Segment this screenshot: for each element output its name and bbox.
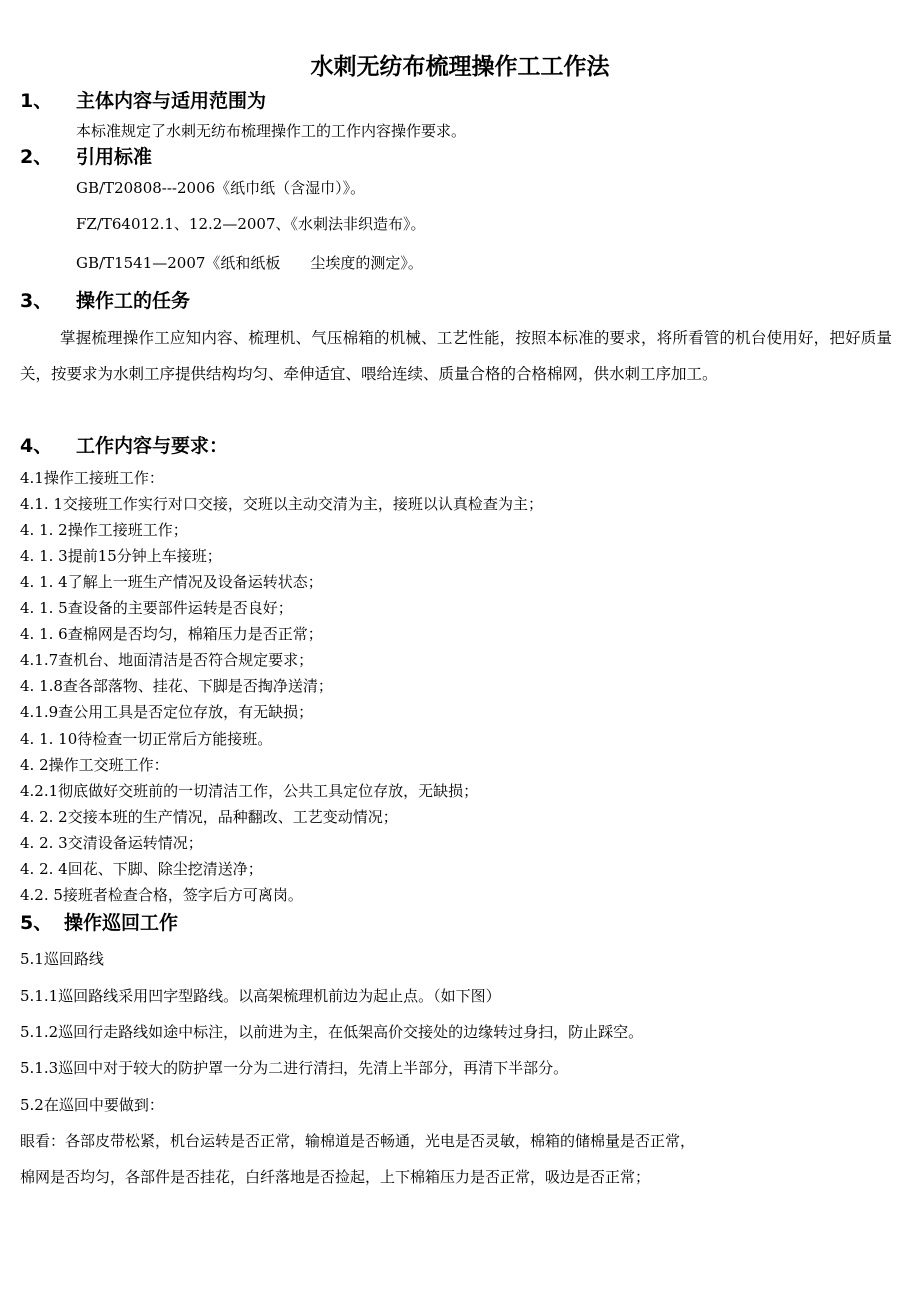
section-number: 5、 (20, 912, 53, 934)
section-4-heading (20, 432, 228, 460)
section-title: 操作巡回工作 (64, 912, 179, 934)
list-item: 4. 1. 2操作工接班工作； (20, 521, 188, 539)
list-item: 5.1巡回路线 (20, 950, 104, 968)
list-item: 4. 1. 6查棉网是否均匀，棉箱压力是否正常； (20, 625, 323, 643)
list-item: 4. 1. 3提前15分钟上车接班； (20, 547, 222, 565)
list-item: 5.2在巡回中要做到： (20, 1096, 164, 1114)
section-number: 2、 (20, 146, 53, 168)
list-item: 4. 1. 10待检查一切正常后方能接班。 (20, 730, 273, 748)
list-item: 眼看：各部皮带松紧，机台运转是否正常，输棉道是否畅通，光电是否灵敏，棉箱的储棉量是否正常， (20, 1132, 696, 1150)
list-item: 4. 2. 3交清设备运转情况； (20, 834, 203, 852)
section-number: 4、 (20, 435, 53, 457)
section-2-heading (20, 143, 152, 171)
list-item: 4. 1.8查各部落物、挂花、下脚是否掏净送清； (20, 677, 333, 695)
list-item: 4. 1. 4了解上一班生产情况及设备运转状态； (20, 573, 323, 591)
section-title: 主体内容与适用范围为 (76, 90, 267, 112)
document-title: 水刺无纺布梳理操作工工作法 (310, 54, 610, 80)
list-item: 5.1.3巡回中对于较大的防护罩一分为二进行清扫，先清上半部分，再清下半部分。 (20, 1059, 569, 1077)
list-item: 4. 1. 5查设备的主要部件运转是否良好； (20, 599, 293, 617)
list-item: 5.1.2巡回行走路线如途中标注，以前进为主，在低架高价交接处的边缘转过身扫，防止踩空。 (20, 1023, 644, 1041)
reference-item: GB/T20808---2006《纸巾纸（含湿巾）》。 (76, 179, 366, 197)
list-item: 4.1. 1交接班工作实行对口交接，交班以主动交清为主，接班以认真检查为主； (20, 495, 543, 513)
list-item: 4. 2. 4回花、下脚、除尘挖清送净； (20, 860, 263, 878)
section-number: 1、 (20, 90, 53, 112)
reference-item: FZ/T64012.1、12.2—2007、《水刺法非织造布》。 (76, 215, 426, 233)
section-title: 引用标准 (76, 146, 153, 168)
section-title: 操作工的任务 (76, 290, 191, 312)
list-item: 4. 2操作工交班工作： (20, 756, 169, 774)
list-item: 4.2.1彻底做好交班前的一切清洁工作，公共工具定位存放，无缺损； (20, 782, 479, 800)
list-item: 4.1操作工接班工作： (20, 469, 164, 487)
section-title: 工作内容与要求： (76, 435, 229, 457)
list-item: 棉网是否均匀，各部件是否挂花，白纤落地是否捡起，上下棉箱压力是否正常，吸边是否正常； (20, 1168, 651, 1186)
section-3-heading (20, 287, 190, 315)
section-number: 3、 (20, 290, 53, 312)
section-3-body: 掌握梳理操作工应知内容、梳理机、气压棉箱的机械、工艺性能，按照本标准的要求，将所看管的机台使用好，把好质量关，按要求为水刺工序提供结构均匀、牵伸适宜、喂给连续、质量合格的合格棉网，供水刺工序加工。 (20, 329, 892, 383)
list-item: 5.1.1巡回路线采用凹字型路线。以高架梳理机前边为起止点。（如下图） (20, 987, 501, 1005)
list-item: 4.2. 5接班者检查合格，签字后方可离岗。 (20, 886, 303, 904)
list-item: 4.1.7查机台、地面清洁是否符合规定要求； (20, 651, 314, 669)
section-1-body: 本标准规定了水刺无纺布梳理操作工的工作内容操作要求。 (76, 122, 467, 140)
list-item: 4.1.9查公用工具是否定位存放，有无缺损； (20, 703, 314, 721)
reference-item: GB/T1541—2007《纸和纸板 尘埃度的测定》。 (76, 254, 423, 272)
section-5-heading (20, 909, 178, 937)
section-1-heading (20, 87, 266, 115)
list-item: 4. 2. 2交接本班的生产情况，品种翻改、工艺变动情况； (20, 808, 398, 826)
